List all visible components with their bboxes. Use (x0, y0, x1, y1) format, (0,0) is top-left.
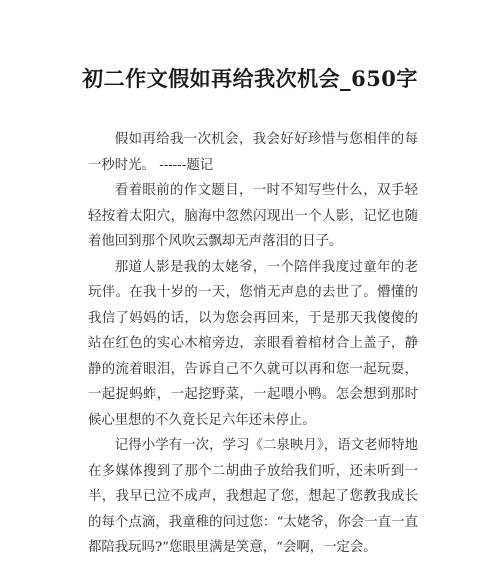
article-title: 初二作文假如再给我次机会_650字 (82, 66, 418, 91)
paragraph-epigraph: 假如再给我一次机会，我会好好珍惜与您相伴的每一秒时光。 ------题记 (88, 132, 418, 173)
paragraph-2: 那道人影是我的太姥爷，一个陪伴我度过童年的老玩伴。在我十岁的一天，您悄无声息的去世了。懵懂的我信了妈妈的话，以为您会再回来，于是那天我傻傻的站在红色的实心木棺旁边，亲眼看着棺材合上盖子，静静的流着眼泪，告诉自己不久就可以再和您一起玩耍，一起捉蚂蚱，一起挖野菜，一起喂小鸭。怎会想到那时候心里想的不久竟长足六年还未停止。 (88, 259, 418, 428)
article-body (88, 127, 418, 561)
paragraph-1: 看着眼前的作文题目，一时不知写些什么，双手轻轻按着太阳穴，脑海中忽然闪现出一个人影，记忆也随着他回到那个风吹云飘却无声落泪的日子。 (88, 183, 418, 249)
paragraph-3: 记得小学有一次，学习《二泉映月》，语文老师特地在多媒体搜到了那个二胡曲子放给我们听，还未听到一半，我早已泣不成声，我想起了您，想起了您教我成长的每个点滴，我童稚的问过您：“太姥爷，你会一直一直都陪我玩吗?”您眼里满是笑意，“会啊，一定会。 (88, 438, 418, 555)
